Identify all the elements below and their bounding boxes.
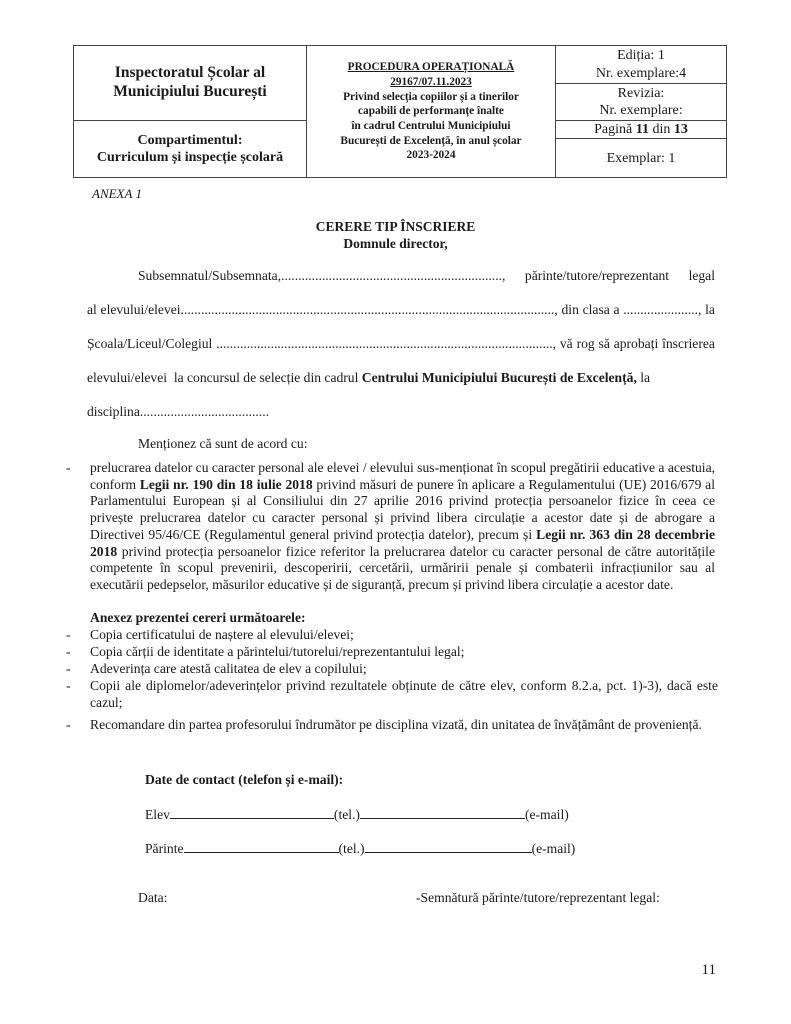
text: să [598, 336, 610, 351]
attachment-item: Copii ale diplomelor/adeverințelor privind rezultatele obținute de către elev, conform 8.2.a, pct. 1)-3), dacă este cazul; [90, 678, 718, 710]
annex-label: ANEXA 1 [92, 186, 142, 201]
text: aprobați [613, 336, 659, 351]
page-mid: din [648, 122, 674, 137]
signature-label: -Semnătură părinte/tutore/reprezentant legal: [416, 890, 660, 905]
form-line-3 [87, 336, 715, 352]
edition-cell [556, 46, 727, 84]
department-label: Compartimentul: [137, 132, 243, 148]
institution-cell [74, 46, 307, 121]
edition-label: Ediția: 1 [617, 48, 665, 64]
email-label: (e-mail) [524, 807, 569, 822]
tel-label: (tel.) [333, 807, 360, 822]
document-header-table [73, 45, 727, 178]
parent-phone-field[interactable] [184, 840, 339, 853]
bullet-dash: - [66, 717, 71, 732]
procedure-cell [307, 46, 556, 178]
agreement-paragraph [90, 460, 715, 594]
institution-name: Inspectoratul Școlar al Municipiului București [113, 64, 267, 100]
text: privind protecția persoanelor fizice referitor la prelucrarea datelor cu caracter personal de către autoritățile competente în scopul prevenirii, descoperirii, cercetării, urmăririi penale și combaterii infracțiunilor sau al executării pedepselor, măsurilor educative și de siguranță, precum și privind libera circulație a acestor date. [90, 543, 715, 592]
procedure-desc-4: București de Excelență, în anul școlar [340, 134, 522, 147]
attachment-item: Copia cărții de identitate a părintelui/tutorelui/reprezentantului legal; [90, 644, 465, 659]
student-label: Elev [145, 807, 170, 822]
attachment-item: Adeverința care atestă calitatea de elev a copilului; [90, 661, 367, 676]
school-field[interactable]: ..................................................................................................., [216, 336, 557, 351]
center-name: Centrului Municipiului București de Excelență, [361, 370, 637, 385]
department-name: Curriculum și inspecție școlară [96, 150, 284, 166]
form-line-1 [138, 268, 715, 284]
text: a [613, 302, 620, 317]
text: prelucrarea datelor cu caracter personal ale elevei / elevului sus-menționat în scopul pregătirii educative a acestuia, conform [90, 460, 716, 492]
applicant-name-field[interactable]: Subsemnatul/Subsemnata,................................................................., [138, 268, 506, 283]
tel-label: (tel.) [338, 841, 365, 856]
salutation: Domnule director, [343, 236, 448, 251]
bullet-dash: - [66, 678, 71, 693]
revision-label: Revizia: [617, 85, 665, 101]
student-name-field[interactable]: elevului/elevei.............................................................................................................., [100, 302, 558, 317]
text: din [561, 302, 579, 317]
attachments-title: Anexez prezentei cereri următoarele: [90, 610, 306, 625]
student-contact-row [145, 806, 569, 823]
procedure-desc-1: Privind selecția copiilor și a tinerilor [343, 90, 519, 103]
copies-count-2: Nr. exemplare: [599, 103, 683, 118]
attachment-item: Copia certificatului de naștere al elevului/elevei; [90, 627, 354, 642]
bullet-dash: - [66, 644, 71, 659]
parent-label: Părinte [145, 841, 184, 856]
text: părinte/tutore/reprezentant [524, 268, 670, 283]
page-cell [556, 121, 727, 139]
parent-contact-row [145, 840, 575, 857]
procedure-title: PROCEDURA OPERAȚIONALĂ [347, 61, 515, 74]
attachment-item: Recomandare din partea profesorului îndrumător pe disciplina vizată, din unitatea de învățământ de proveniență. [90, 717, 702, 732]
text: clasa [582, 302, 610, 317]
date-label: Data: [138, 890, 168, 905]
parent-email-field[interactable] [365, 840, 532, 853]
form-line-5 [87, 404, 715, 420]
agreement-intro: Menționez că sunt de acord cu: [138, 436, 308, 451]
exemplar-cell [556, 139, 727, 178]
procedure-desc-2: capabili de performanțe înalte [358, 105, 504, 118]
bullet-dash: - [66, 627, 71, 642]
form-line-4 [87, 370, 715, 386]
text: al [87, 302, 97, 317]
text: Școala/Liceul/Colegiul [87, 336, 213, 351]
text: privind măsuri de punere în aplicare a Regulamentului (UE) 2016/679 al Parlamentului European și al Consiliului din 27 aprilie 2016 privind protecția persoanelor fizice în ceea ce privește prelucrarea datelor cu caracter personal și privind libera circulație a acestor date și de abrogare a Directivei 95/46/CE (Regulamentul general privind protecția datelor), precum și [90, 476, 715, 542]
procedure-desc-5: 2023-2024 [406, 149, 456, 162]
procedure-desc-3: în cadrul Centrului Municipiului [351, 119, 511, 132]
email-label: (e-mail) [531, 841, 576, 856]
class-field[interactable]: ......................, [623, 302, 702, 317]
procedure-number: 29167/07.11.2023 [390, 75, 472, 88]
page-current: 11 [635, 122, 649, 137]
bullet-dash: - [66, 460, 71, 475]
text: legal [688, 268, 715, 283]
bullet-dash: - [66, 661, 71, 676]
text: rog [576, 336, 595, 351]
text: înscrierea [662, 336, 715, 351]
department-cell [74, 121, 307, 178]
copies-count-1: Nr. exemplare:4 [595, 65, 687, 81]
exemplar-label: Exemplar: 1 [606, 150, 676, 166]
revision-cell [556, 84, 727, 121]
law-190-ref: Legii nr. 190 din 18 iulie 2018 [139, 476, 313, 492]
student-email-field[interactable] [360, 806, 525, 819]
text: vă [559, 336, 573, 351]
page-total: 13 [673, 122, 688, 137]
form-title: CERERE TIP ÎNSCRIERE [315, 219, 476, 234]
text: la [636, 370, 651, 385]
page-prefix: Pagină [594, 122, 636, 137]
page-number: 11 [701, 962, 716, 978]
form-line-2 [87, 302, 715, 318]
contact-title: Date de contact (telefon și e-mail): [145, 772, 344, 787]
student-phone-field[interactable] [170, 806, 334, 819]
discipline-field[interactable]: disciplina...................................... [87, 404, 269, 419]
text: la [705, 302, 715, 317]
law-363-ref: Legii nr. 363 din 28 decembrie 2018 [90, 526, 715, 559]
text: elevului/elevei la concursul de selecție din cadrul [87, 370, 362, 385]
